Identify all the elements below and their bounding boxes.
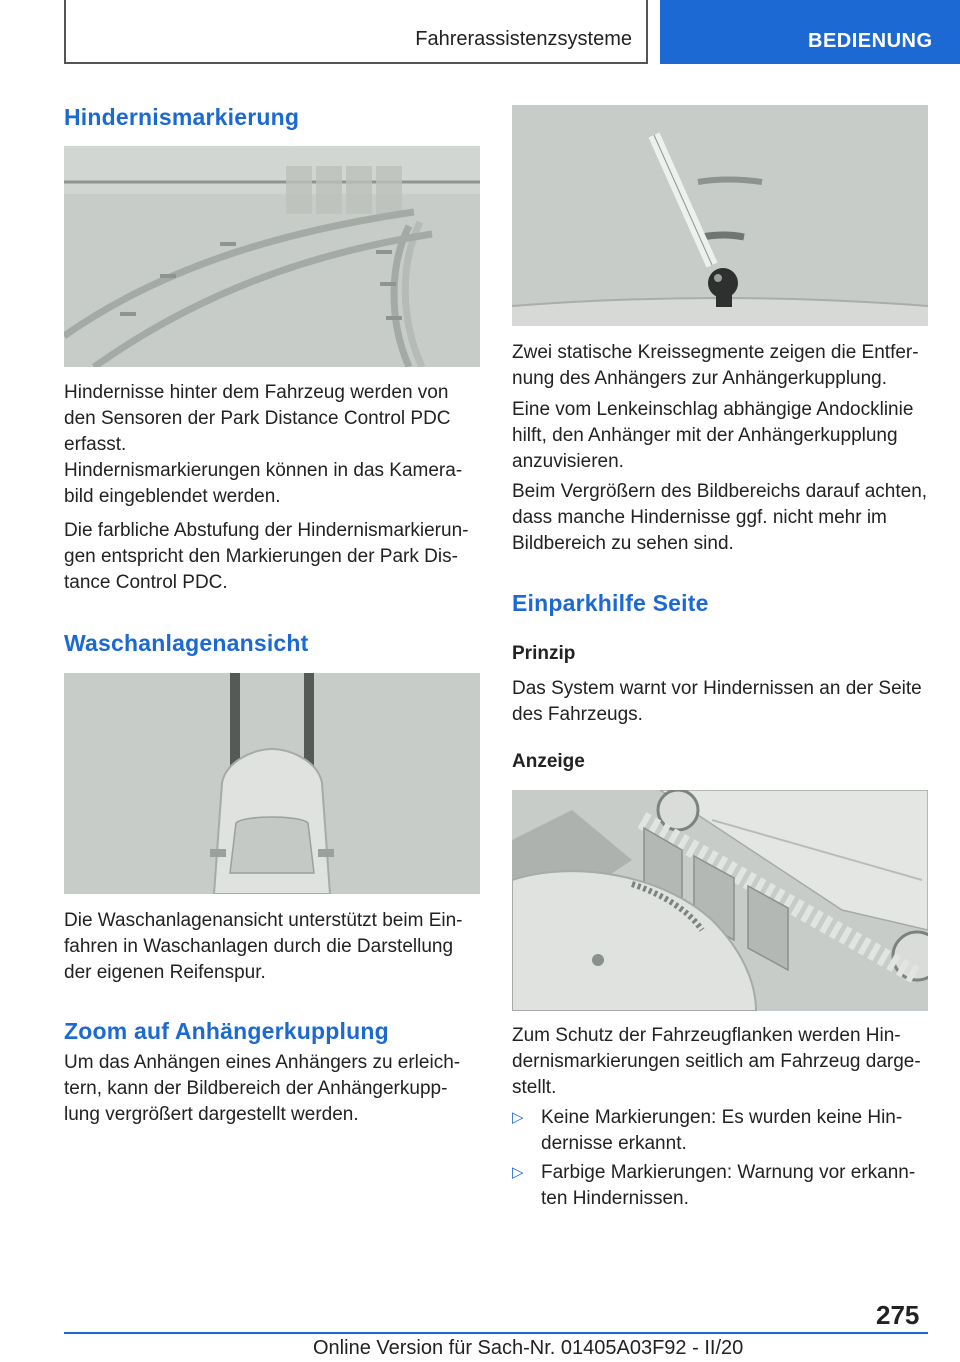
heading-car-wash-view: Waschanlagenansicht [64, 630, 309, 656]
text-hitch-zoom: Um das Anhängen eines Anhängers zu erleich‐tern, kann der Bildbereich der Anhängerkupp‐lung vergrößert dargestellt werden. [64, 1052, 461, 1125]
text-obstacle-1: Hindernisse hinter dem Fahrzeug werden von den Sensoren der Park Distance Control PDC erfasst. [64, 382, 451, 455]
bullet-triangle-icon: ▷ [512, 1164, 524, 1181]
heading-display: Anzeige [512, 751, 585, 772]
bullet-item-no-markings [512, 1105, 928, 1157]
text-obstacle-3: Die farbliche Abstufung der Hindernismarkierun‐gen entspricht den Markierungen der Park Dis‐tance Control PDC. [64, 520, 469, 593]
page-number: 275 [876, 1300, 920, 1330]
header-chapter-tab[interactable]: BEDIENUNG [660, 0, 960, 64]
text-display: Zum Schutz der Fahrzeugflanken werden Hin‐dernismarkierungen seitlich am Fahrzeug darge‐stellt. [512, 1025, 921, 1098]
bullet-text: Farbige Markierungen: Warnung vor erkann‐ten Hindernissen. [541, 1162, 916, 1209]
text-hitch-zoom-3: Beim Vergrößern des Bildbereichs darauf achten, dass manche Hindernisse ggf. nicht mehr im Bildbereich zu sehen sind. [512, 481, 928, 554]
heading-side-parking-aid: Einparkhilfe Seite [512, 590, 709, 616]
footer-divider [64, 1332, 928, 1334]
text-car-wash: Die Waschanlagenansicht unterstützt beim Ein‐fahren in Waschanlagen durch die Darstellung der eigenen Reifenspur. [64, 910, 463, 983]
heading-principle: Prinzip [512, 643, 576, 664]
text-hitch-zoom-2: Eine vom Lenkeinschlag abhängige Andocklinie hilft, den Anhänger mit der Anhängerkupplung anzuvisieren. [512, 399, 914, 472]
bullet-item-colored-markings [512, 1160, 928, 1212]
text-obstacle-2: Hindernismarkierungen können in das Kamera‐bild eingeblendet werden. [64, 460, 463, 507]
text-hitch-zoom-1: Zwei statische Kreissegmente zeigen die Entfer‐nung des Anhängers zur Anhängerkupplung. [512, 342, 919, 389]
figure-side-parking [512, 790, 928, 1011]
heading-hitch-zoom: Zoom auf Anhängerkupplung [64, 1018, 389, 1044]
footer-online-version: Online Version für Sach-Nr. 01405A03F92 - II/20 [313, 1337, 744, 1359]
heading-obstacle-marking: Hindernismarkierung [64, 104, 300, 130]
figure-car-wash-view [64, 673, 480, 894]
text-principle: Das System warnt vor Hindernissen an der Seite des Fahrzeugs. [512, 678, 922, 725]
bullet-text: Keine Markierungen: Es wurden keine Hin‐dernisse erkannt. [541, 1107, 903, 1154]
header-section-title: Fahrerassistenzsysteme [415, 28, 632, 50]
header-section-box [64, 0, 648, 64]
figure-obstacle-marking [64, 146, 480, 367]
bullet-triangle-icon: ▷ [512, 1109, 524, 1126]
figure-hitch-zoom [512, 105, 928, 326]
